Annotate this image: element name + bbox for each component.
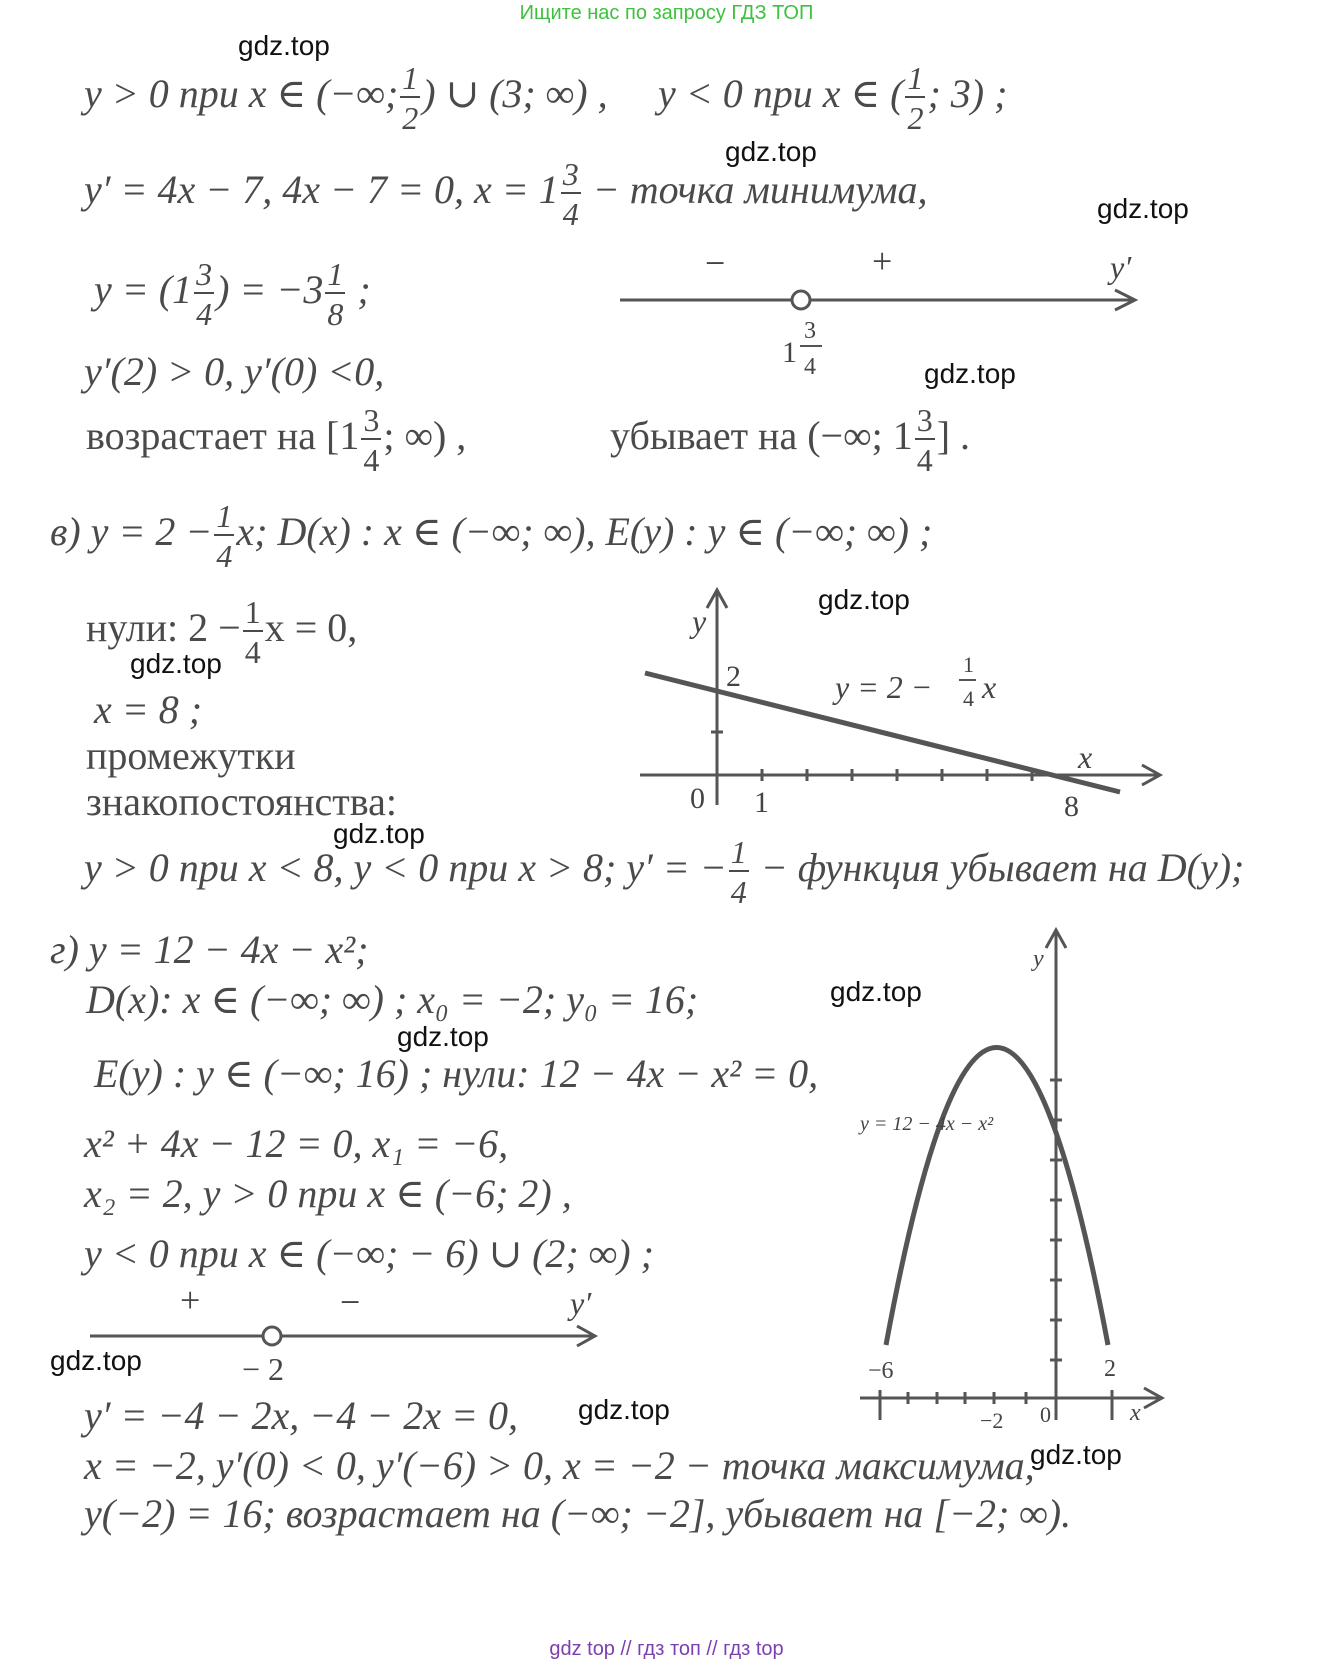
min-value-line: y = (1 $\frac{3}{4}$ ) = −3 $\frac{1}{8}$ ; bbox=[94, 256, 371, 332]
point-label: − 2 bbox=[242, 1351, 285, 1387]
zeros-line: нули: 2 − $\frac{1}{4}$ x = 0, bbox=[86, 594, 358, 670]
watermark: gdz.top bbox=[725, 136, 817, 167]
watermark: gdz.top bbox=[818, 584, 910, 615]
sign-interval-negative: y < 0 при x ∈ ( $\frac{1}{2}$ ; 3) ; bbox=[658, 60, 1008, 136]
point-num: 3 bbox=[804, 318, 816, 344]
axis-label: y′ bbox=[1110, 249, 1132, 285]
y-intercept-label: 2 bbox=[726, 660, 741, 693]
svg-text:1: 1 bbox=[963, 652, 974, 677]
origin-label: 0 bbox=[1040, 1402, 1051, 1427]
decreasing-interval: убывает на (−∞; 1 $\frac{3}{4}$ ] . bbox=[610, 402, 971, 478]
sign-interval-positive: y > 0 при x ∈ (−∞; $\frac{1}{2}$ ) ∪ (3; ∞) , bbox=[84, 60, 608, 136]
derivative-line: y′ = 4x − 7, 4x − 7 = 0, x = 1 $\frac{3}{4}$ − точка минимума, bbox=[84, 156, 928, 232]
sign-constancy-word: знакопостоянства: bbox=[86, 779, 397, 824]
quadratic-eq-line: x² + 4x − 12 = 0, x₁ = −6, bbox=[84, 1121, 509, 1166]
sign-axis-b bbox=[600, 240, 1160, 390]
watermark: gdz.top bbox=[238, 30, 330, 61]
part-v-function: в) y = 2 − $\frac{1}{4}$ x; D(x) : x ∈ (−∞; ∞), E(y) : y ∈ (−∞; ∞) ; bbox=[50, 498, 933, 574]
watermark: gdz.top bbox=[50, 1345, 142, 1376]
point-den: 4 bbox=[804, 354, 816, 380]
watermark: gdz.top bbox=[130, 648, 222, 679]
x-one-label: 1 bbox=[754, 786, 769, 819]
negative-interval-line: y < 0 при x ∈ (−∞; − 6) ∪ (2; ∞) ; bbox=[84, 1231, 654, 1276]
watermark: gdz.top bbox=[924, 358, 1016, 389]
svg-text:4: 4 bbox=[963, 686, 974, 711]
x-minus-two-label: −2 bbox=[980, 1408, 1004, 1433]
x-axis-label: x bbox=[1130, 1400, 1141, 1426]
linear-graph bbox=[630, 580, 1180, 820]
positive-interval-line: x₂ = 2, y > 0 при x ∈ (−6; 2) , bbox=[84, 1171, 572, 1216]
watermark: gdz.top bbox=[830, 976, 922, 1007]
watermark: gdz.top bbox=[397, 1021, 489, 1052]
part-g-function: г) y = 12 − 4x − x²; bbox=[50, 927, 369, 972]
parabola-graph bbox=[850, 920, 1180, 1440]
y-axis-label: y bbox=[692, 603, 707, 639]
graph-equation: y = 2 − bbox=[835, 669, 933, 705]
sign-axis-g bbox=[80, 1278, 620, 1388]
watermark: gdz.top bbox=[1030, 1439, 1122, 1470]
increasing-interval: возрастает на [1 $\frac{3}{4}$ ; ∞) , bbox=[86, 402, 467, 478]
sign-minus: − bbox=[340, 1282, 361, 1322]
sign-minus: − bbox=[705, 243, 726, 283]
footer-links[interactable]: gdz top // гдз топ // гдз top bbox=[549, 1638, 784, 1660]
watermark: gdz.top bbox=[1097, 193, 1189, 224]
y-axis-label: y bbox=[1033, 946, 1044, 972]
derivative-check-line: y′(2) > 0, y′(0) <0, bbox=[84, 349, 385, 394]
x-minus-six-label: −6 bbox=[868, 1358, 894, 1384]
svg-text:x: x bbox=[982, 669, 997, 705]
part-v-conclusion: y > 0 при x < 8, y < 0 при x > 8; y′ = − $\frac{1}{4}$ − функция убывает на D(y); bbox=[84, 834, 1245, 910]
intervals-word: промежутки bbox=[86, 733, 296, 778]
max-point-line: x = −2, y′(0) < 0, y′(−6) > 0, x = −2 − точка максимума, bbox=[84, 1443, 1035, 1488]
graph-equation: y = 12 − 4x − x² bbox=[860, 1113, 994, 1135]
x-two-label: 2 bbox=[1104, 1356, 1116, 1382]
sign-plus: + bbox=[872, 241, 893, 281]
zero-value: x = 8 ; bbox=[94, 687, 203, 732]
origin-label: 0 bbox=[690, 782, 705, 815]
axis-label: y′ bbox=[570, 1285, 592, 1321]
sign-plus: + bbox=[180, 1280, 201, 1320]
x-axis-label: x bbox=[1078, 739, 1093, 775]
top-banner[interactable]: Ищите нас по запросу ГДЗ ТОП bbox=[519, 2, 814, 24]
domain-vertex-line: D(x): x ∈ (−∞; ∞) ; x₀ = −2; y₀ = 16; bbox=[86, 977, 699, 1022]
monotonic-line: y(−2) = 16; возрастает на (−∞; −2], убывает на [−2; ∞). bbox=[84, 1491, 1072, 1536]
derivative-line-g: y′ = −4 − 2x, −4 − 2x = 0, bbox=[84, 1393, 518, 1438]
x-eight-label: 8 bbox=[1064, 790, 1079, 820]
point-whole: 1 bbox=[782, 336, 797, 369]
watermark: gdz.top bbox=[333, 818, 425, 849]
watermark: gdz.top bbox=[578, 1394, 670, 1425]
range-zeros-line: E(y) : y ∈ (−∞; 16) ; нули: 12 − 4x − x² = 0, bbox=[94, 1051, 819, 1096]
